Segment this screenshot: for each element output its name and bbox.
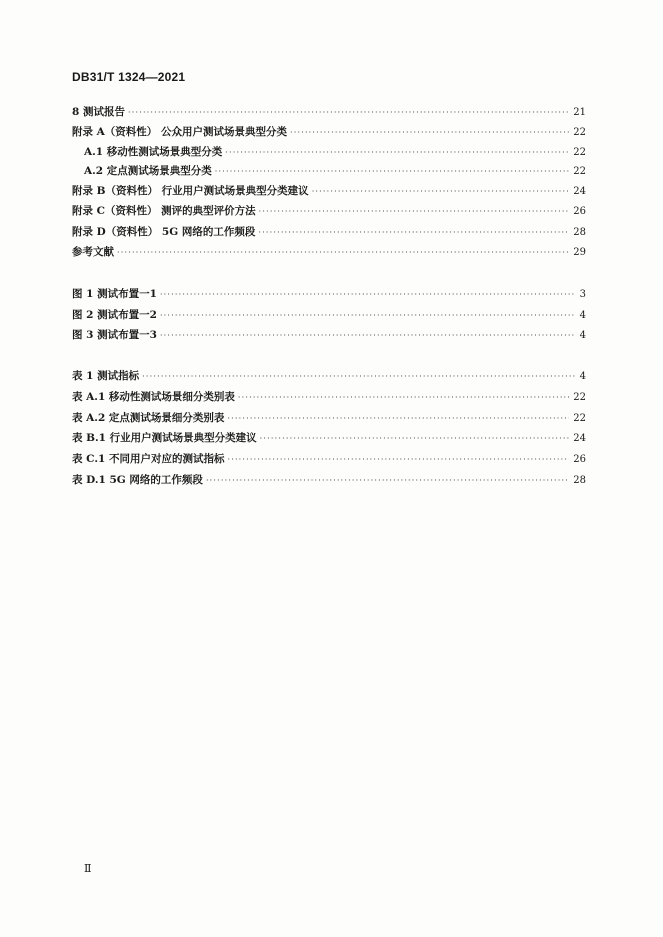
toc-leader-dots <box>259 204 570 220</box>
toc-leader-dots <box>128 105 569 121</box>
toc-entry-label: A.2 定点测试场景典型分类 <box>84 165 212 177</box>
toc-entry-page: 4 <box>579 330 586 341</box>
toc-entry-label: 附录 D（资料性） 5G 网络的工作频段 <box>72 226 256 238</box>
toc-leader-dots <box>312 184 570 200</box>
toc-entry[interactable] <box>84 163 586 179</box>
toc-leader-dots <box>225 145 569 161</box>
toc-entry-label: 表 D.1 5G 网络的工作频段 <box>72 474 203 486</box>
toc-leader-dots <box>160 328 576 344</box>
toc-leader-dots <box>260 431 570 447</box>
toc-entry-page: 26 <box>573 454 586 465</box>
toc-entry-page: 29 <box>573 247 586 258</box>
toc-entry[interactable] <box>72 183 586 199</box>
toc-leader-dots <box>227 411 569 427</box>
toc-entry-page: 22 <box>573 166 586 177</box>
toc-leader-dots <box>238 390 569 406</box>
toc-figure-entry[interactable] <box>72 327 586 343</box>
toc-entry[interactable] <box>84 144 586 160</box>
toc-table-entry[interactable] <box>72 430 586 446</box>
toc-leader-dots <box>215 164 570 180</box>
toc-leader-dots <box>160 308 576 324</box>
toc-entry-label: 表 1 测试指标 <box>72 370 140 382</box>
toc-figure-entry[interactable] <box>72 286 586 302</box>
toc-entry-label: 表 A.2 定点测试场景细分类别表 <box>72 412 225 424</box>
toc-entry[interactable] <box>72 224 586 240</box>
toc-leader-dots <box>160 287 576 303</box>
toc-entry-label: 参考文献 <box>72 246 114 258</box>
page-number: Ⅱ <box>84 862 92 875</box>
toc-leader-dots <box>290 125 569 141</box>
toc-entry-label: A.1 移动性测试场景典型分类 <box>84 146 223 158</box>
toc-entry-label: 附录 B（资料性） 行业用户测试场景典型分类建议 <box>72 185 309 197</box>
toc-leader-dots <box>142 369 576 385</box>
toc-table-entry[interactable] <box>72 472 586 488</box>
toc-entry-label: 附录 A（资料性） 公众用户测试场景典型分类 <box>72 126 287 138</box>
toc-entry-label: 表 B.1 行业用户测试场景典型分类建议 <box>72 432 257 444</box>
toc-leader-dots <box>227 452 569 468</box>
toc-entry-page: 26 <box>573 206 586 217</box>
toc-entry-page: 28 <box>573 475 586 486</box>
toc-entry-label: 图 1 测试布置一1 <box>72 288 157 300</box>
toc-leader-dots <box>258 225 569 241</box>
toc-entry-page: 24 <box>573 433 586 444</box>
toc-entry-label: 表 A.1 移动性测试场景细分类别表 <box>72 391 235 403</box>
toc-leader-dots <box>206 473 569 489</box>
toc-table-entry[interactable] <box>72 451 586 467</box>
toc-entry-label: 表 C.1 不同用户对应的测试指标 <box>72 453 225 465</box>
toc-entry-page: 24 <box>573 186 586 197</box>
toc-entry-page: 22 <box>573 127 586 138</box>
toc-entry-page: 28 <box>573 227 586 238</box>
toc-entry-page: 21 <box>573 107 586 118</box>
toc-entry-page: 4 <box>579 371 586 382</box>
toc-entry-page: 22 <box>573 392 586 403</box>
toc-entry-page: 3 <box>579 289 586 300</box>
toc-entry-label: 8 测试报告 <box>72 106 125 118</box>
toc-entry-page: 22 <box>573 413 586 424</box>
toc-entry[interactable] <box>72 124 586 140</box>
toc-entry-label: 附录 C（资料性） 测评的典型评价方法 <box>72 205 256 217</box>
toc-leader-dots <box>117 245 569 261</box>
toc-entry[interactable] <box>72 203 586 219</box>
toc-entry-label: 图 3 测试布置一3 <box>72 329 157 341</box>
toc-table-entry[interactable] <box>72 410 586 426</box>
toc-entry[interactable] <box>72 244 586 260</box>
toc-table-entry[interactable] <box>72 368 586 384</box>
toc-entry-page: 22 <box>573 147 586 158</box>
toc-entry-label: 图 2 测试布置一2 <box>72 309 157 321</box>
toc-entry-page: 4 <box>579 310 586 321</box>
document-code: DB31/T 1324—2021 <box>72 70 186 84</box>
toc-figure-entry[interactable] <box>72 307 586 323</box>
toc-entry[interactable] <box>72 104 586 120</box>
toc-table-entry[interactable] <box>72 389 586 405</box>
